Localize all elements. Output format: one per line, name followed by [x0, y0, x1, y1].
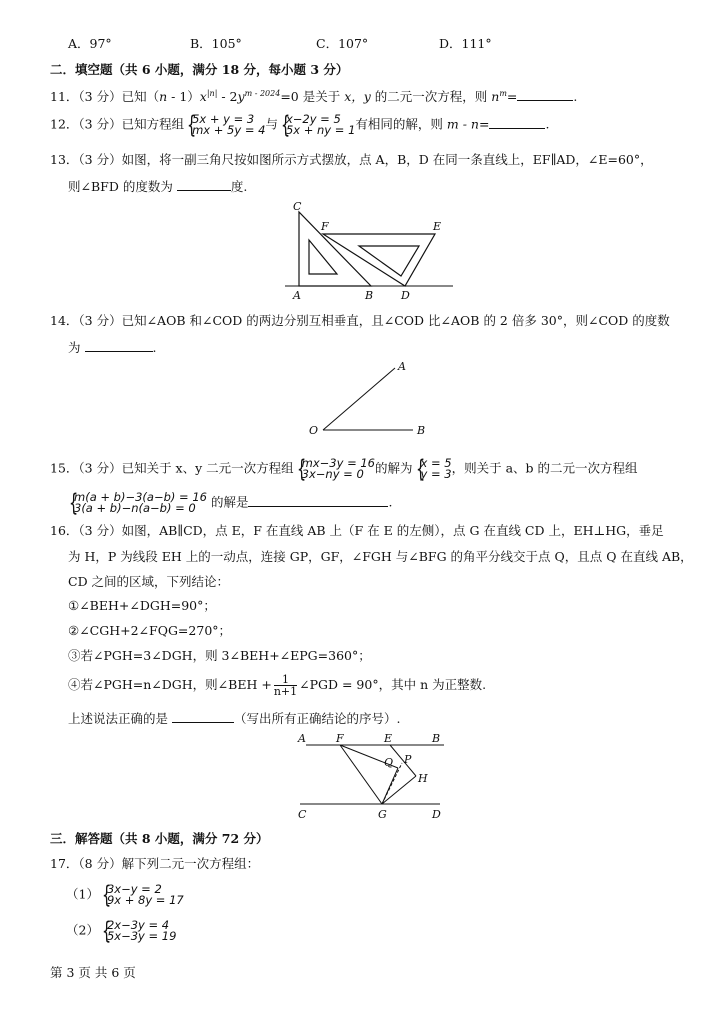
question-12: 12．（3 分）已知方程组 { 5x + y = 3 mx + 5y = 4 与 { x−2y = 5 5x + ny = 1 有相同的解，则 m - n= .: [50, 114, 549, 136]
label-Q: Q: [384, 756, 394, 769]
question-15-line2: { m(a + b)−3(a−b) = 16 3(a + b)−n(a−b) = 0 的解是 .: [66, 492, 392, 514]
section3-title: 三．解答题（共 8 小题，满分 72 分）: [50, 831, 269, 846]
option-c: C．107°: [316, 36, 369, 51]
label-D: D: [432, 808, 441, 821]
label-A: A: [398, 360, 406, 373]
label-E: E: [384, 732, 393, 745]
option-a: A．97°: [68, 36, 112, 51]
section2-title: 二．填空题（共 6 小题，满分 18 分，每小题 3 分）: [50, 62, 349, 77]
question-16-line3: CD 之间的区域，下列结论：: [68, 574, 230, 589]
answer-blank-12[interactable]: [489, 118, 545, 129]
label-O: O: [309, 424, 319, 437]
question-17: 17．（8 分）解下列二元一次方程组：: [50, 856, 260, 871]
answer-blank-13[interactable]: [177, 180, 231, 191]
question-16-line2: 为 H，P 为线段 EH 上的一动点，连接 GP，GF，∠FGH 与∠BFG 的角平分线交于点 Q，且点 Q 在直线 AB，: [68, 549, 693, 564]
conclusion-2: ②∠CGH+2∠FQG=270°；: [68, 623, 232, 638]
answer-blank-15[interactable]: [248, 496, 388, 507]
question-16-ask: 上述说法正确的是 （写出所有正确结论的序号）.: [68, 711, 401, 726]
option-b: B．105°: [190, 36, 242, 51]
label-F: F: [336, 732, 344, 745]
parallel-lines-figure: [292, 728, 448, 822]
label-A: A: [298, 732, 306, 745]
question-17-part2: （2） { 2x−3y = 4 5x−3y = 19: [66, 920, 176, 942]
question-14-line1: 14．（3 分）已知∠AOB 和∠COD 的两边分别互相垂直，且∠COD 比∠AOB 的 2 倍多 30°，则∠COD 的度数: [50, 313, 670, 328]
label-F: F: [321, 220, 329, 233]
label-B: B: [365, 289, 374, 302]
question-13-line2: 则∠BFD 的度数为 度.: [68, 179, 248, 194]
question-13-line1: 13．（3 分）如图，将一副三角尺按如图所示方式摆放，点 A，B，D 在同一条直线上，EF∥AD，∠E=60°，: [50, 152, 653, 167]
question-11: 11．（3 分）已知$(n - 1)x^{|n|} - 2y^{m - 2024}=0$ 是关于 x，y 的二元一次方程，则 $n^m=$ .: [50, 88, 578, 104]
label-H: H: [418, 772, 428, 785]
question-14-line2: 为 .: [68, 340, 157, 355]
label-C: C: [298, 808, 307, 821]
question-16-line1: 16．（3 分）如图，AB∥CD，点 E，F 在直线 AB 上（F 在 E 的左侧），点 G 在直线 CD 上，EH⊥HG，垂足: [50, 523, 664, 538]
label-E: E: [433, 220, 442, 233]
conclusion-3: ③若∠PGH=3∠DGH，则 3∠BEH+∠EPG=360°；: [68, 648, 371, 663]
angle-aob-figure: [305, 358, 435, 438]
option-d: D．111°: [439, 36, 492, 51]
conclusion-4: ④若∠PGH=n∠DGH，则∠BEH + $\frac{1}{n+1}$ ∠PGD = 90°，其中 n 为正整数.: [68, 673, 487, 698]
answer-blank-14[interactable]: [85, 341, 153, 352]
question-17-part1: （1） { 3x−y = 2 9x + 8y = 17: [66, 884, 184, 906]
question-15-line1: 15．（3 分）已知关于 x、y 二元一次方程组 { mx−3y = 16 3x−ny = 0 的解为 { x = 5 y = 3 ，则关于 a、b 的二元一次方程组: [50, 458, 638, 480]
answer-blank-16[interactable]: [172, 712, 234, 723]
label-A: A: [293, 289, 301, 302]
label-B: B: [432, 732, 441, 745]
label-B: B: [417, 424, 426, 437]
answer-blank-11[interactable]: [517, 90, 573, 101]
triangle-rulers-figure: [285, 198, 455, 302]
label-G: G: [378, 808, 387, 821]
label-P: P: [404, 753, 412, 766]
page-footer: 第 3 页 共 6 页: [50, 965, 136, 980]
label-D: D: [401, 289, 410, 302]
conclusion-1: ①∠BEH+∠DGH=90°；: [68, 598, 216, 613]
label-C: C: [293, 200, 302, 213]
